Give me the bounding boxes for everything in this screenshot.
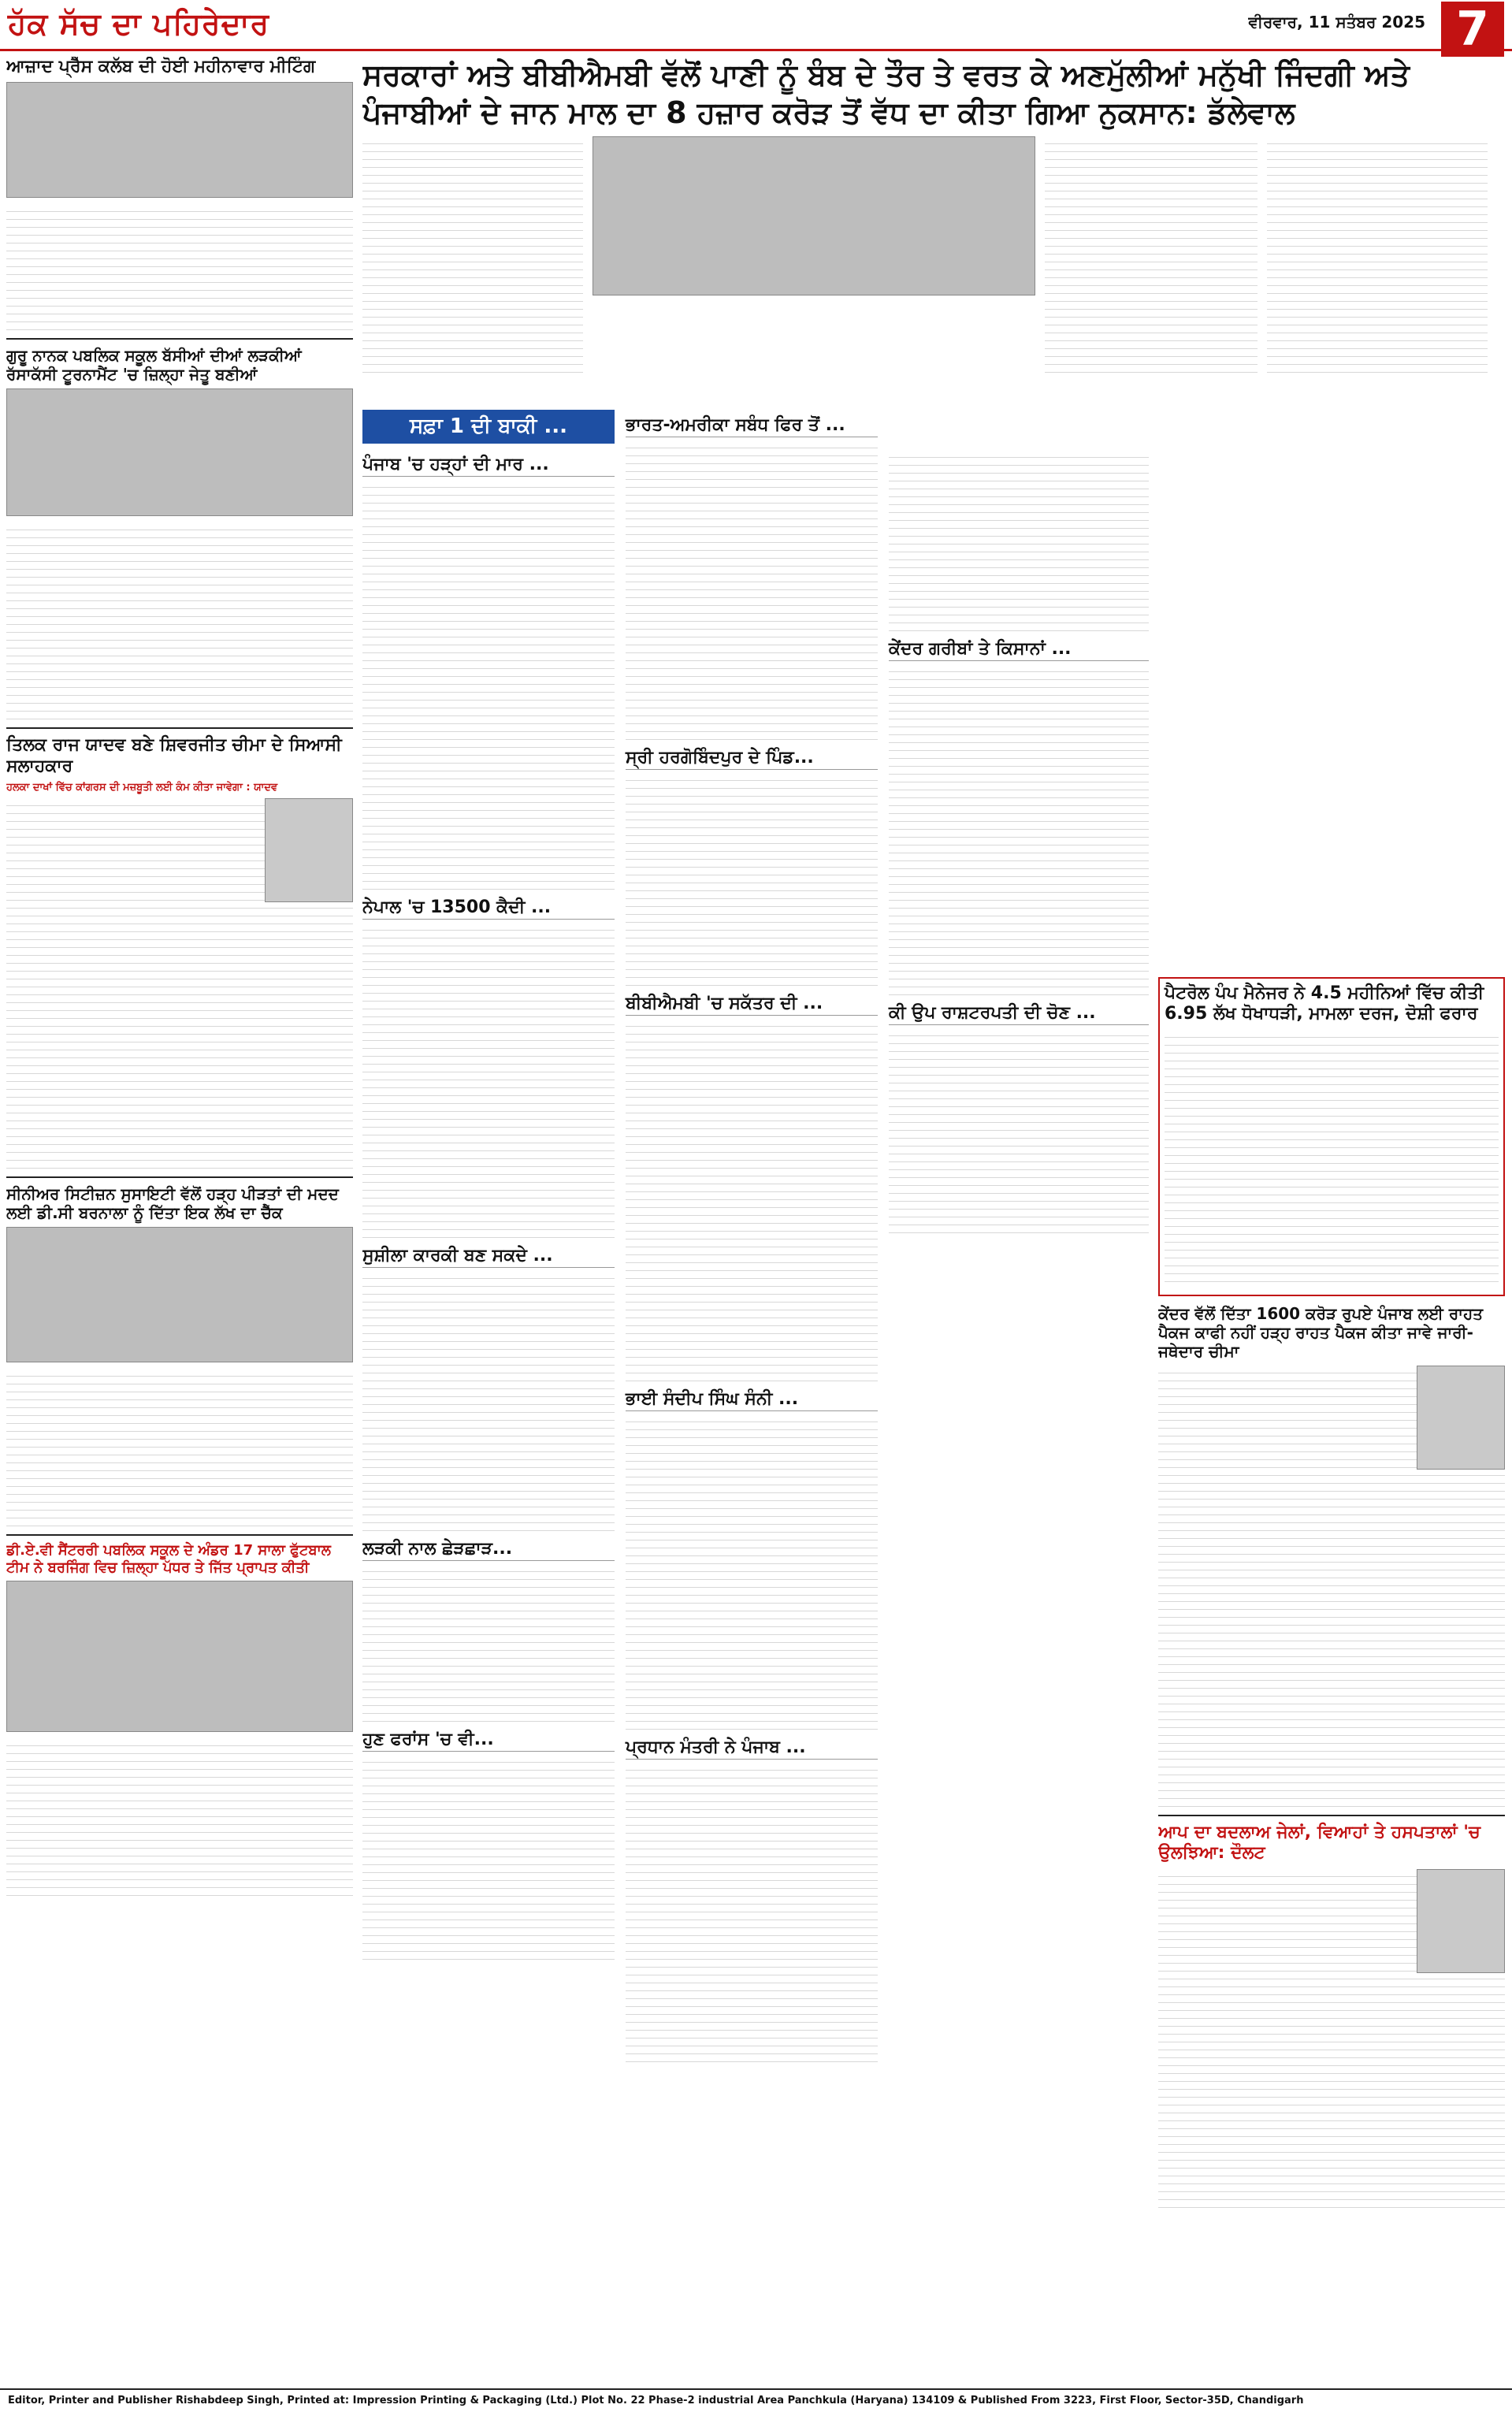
newspaper-logo: ਹੱਕ ਸੱਚ ਦਾ ਪਹਿਰੇਦਾਰ (8, 6, 270, 41)
divider (6, 1534, 353, 1536)
cont-bbmb-body (626, 1019, 878, 1381)
cont-sushila-body (362, 1271, 615, 1531)
cheema-portrait (1417, 1366, 1505, 1470)
masthead (0, 0, 1512, 57)
petrol-pump-body (1165, 1030, 1499, 1282)
tilak-raj-subhead: ਹਲਕਾ ਦਾਖਾਂ ਵਿੱਚ ਕਾਂਗਰਸ ਦੀ ਮਜ਼ਬੂਤੀ ਲਈ ਕੰਮ ਕੀਤਾ ਜਾਵੇਗਾ : ਯਾਦਵ (6, 782, 278, 794)
relief-package-headline: ਕੇਂਦਰ ਵੱਲੋਂ ਦਿੱਤਾ 1600 ਕਰੋੜ ਰੁਪਏ ਪੰਜਾਬ ਲਈ ਰਾਹਤ ਪੈਕਜ ਕਾਫੀ ਨਹੀਂ ਹੜ੍ਹ ਰਾਹਤ ਪੈਕਜ ਕੀਤਾ ਜਾਵੇ ਜਾਰੀ-ਜਥੇਦਾਰ ਚੀਮਾ (1158, 1303, 1484, 1361)
dav-football-headline: ਡੀ.ਏ.ਵੀ ਸੈਂਟਰਰੀ ਪਬਲਿਕ ਸਕੂਲ ਦੇ ਅੰਡਰ 17 ਸਾਲਾ ਫੁੱਟਬਾਲ ਟੀਮ ਨੇ ਬਰਜਿੰਗ ਵਿਚ ਜ਼ਿਲ੍ਹਾ ਪੱਧਰ ਤੇ ਜਿੱਤ ਪ੍ਰਾਪਤ ਕੀਤੀ (6, 1542, 331, 1576)
lead-body-col-2 (1045, 136, 1258, 373)
cont-harassment-body (362, 1564, 615, 1722)
issue-date: ਵੀਰਵਾਰ, 11 ਸਤੰਬਰ 2025 (1248, 13, 1425, 32)
cont-hargobindpur-head: ਸ੍ਰੀ ਹਰਗੋਬਿੰਦਪੁਰ ਦੇ ਪਿੰਡ... (626, 748, 878, 770)
right-column (1158, 977, 1505, 2380)
divider (1158, 1815, 1505, 1816)
petrol-pump-box (1158, 977, 1505, 1296)
lead-story (362, 57, 1505, 403)
cont-vp-head: ਕੀ ਉਪ ਰਾਸ਼ਟਰਪਤੀ ਦੀ ਚੋਣ ... (889, 1003, 1149, 1025)
senior-citizen-body (6, 1369, 353, 1526)
school-team-photo (6, 388, 353, 516)
dav-football-photo (6, 1581, 353, 1732)
cont-harassment-head: ਲੜਕੀ ਨਾਲ ਛੇੜਛਾੜ... (362, 1539, 615, 1561)
senior-citizen-headline: ਸੀਨੀਅਰ ਸਿਟੀਜ਼ਨ ਸੁਸਾਇਟੀ ਵੱਲੋਂ ਹੜ੍ਹ ਪੀੜਤਾਂ ਦੀ ਮਦਦ ਲਈ ਡੀ.ਸੀ ਬਰਨਾਲਾ ਨੂੰ ਦਿੱਤਾ ਇਕ ਲੱਖ ਦਾ ਚੈੱਕ (6, 1184, 339, 1223)
press-club-photo (6, 82, 353, 198)
aap-change-headline: ਆਪ ਦਾ ਬਦਲਾਅ ਜੇਲਾਂ, ਵਿਆਹਾਂ ਤੇ ਹਸਪਤਾਲਾਂ 'ਚ ਉਲਝਿਆ: ਦੌਲਟ (1158, 1822, 1480, 1864)
continuation-section (362, 410, 1158, 2380)
cont-bbmb-head: ਬੀਬੀਐਮਬੀ 'ਚ ਸਕੱਤਰ ਦੀ ... (626, 994, 878, 1016)
tilak-raj-headline: ਤਿਲਕ ਰਾਜ ਯਾਦਵ ਬਣੇ ਸ਼ਿਵਰਜੀਤ ਚੀਮਾ ਦੇ ਸਿਆਸੀ ਸਲਾਹਕਾਰ (6, 735, 342, 776)
divider (6, 727, 353, 729)
divider (6, 1176, 353, 1178)
school-tug-body (6, 522, 353, 719)
cont-sandeep-body (626, 1414, 878, 1730)
continuation-band: ਸਫ਼ਾ 1 ਦੀ ਬਾਕੀ ... (362, 410, 615, 444)
cont-france-head: ਹੁਣ ਫਰਾਂਸ 'ਚ ਵੀ... (362, 1730, 615, 1752)
imprint-footer: Editor, Printer and Publisher Rishabdeep Singh, Printed at: Impression Printing & Packaging (Ltd.) Plot No. 22 Phase-2 industrial Area Panchkula (Haryana) 134109 & Published From 3223, First Floor, Sector-35D, Chandigarh (0, 2388, 1512, 2410)
cont-col3-top (889, 450, 1149, 631)
cont-france-body (362, 1755, 615, 1960)
press-club-headline: ਆਜ਼ਾਦ ਪ੍ਰੈੱਸ ਕਲੱਬ ਦੀ ਹੋਈ ਮਹੀਨਾਵਾਰ ਮੀਟਿੰਗ (6, 57, 316, 76)
cont-nepal-head: ਨੇਪਾਲ 'ਚ 13500 ਕੈਦੀ ... (362, 898, 615, 920)
left-column (6, 57, 353, 2381)
divider (6, 338, 353, 340)
daulat-portrait (1417, 1869, 1505, 1973)
lead-body-col-1 (362, 136, 583, 373)
page-number: 7 (1441, 2, 1504, 57)
cont-hargobindpur-body (626, 773, 878, 986)
cont-pm-head: ਪ੍ਰਧਾਨ ਮੰਤਰੀ ਨੇ ਪੰਜਾਬ ... (626, 1737, 878, 1760)
dav-football-body (6, 1738, 353, 1896)
cont-indo-us-head: ਭਾਰਤ-ਅਮਰੀਕਾ ਸਬੰਧ ਫਿਰ ਤੋਂ ... (626, 415, 878, 437)
cont-kendra-body (889, 664, 1149, 995)
school-tug-headline: ਗੁਰੂ ਨਾਨਕ ਪਬਲਿਕ ਸਕੂਲ ਬੱਸੀਆਂ ਦੀਆਂ ਲੜਕੀਆਂ ਰੱਸਾਕੱਸੀ ਟੂਰਨਾਮੈਂਟ 'ਚ ਜ਼ਿਲ੍ਹਾ ਜੇਤੂ ਬਣੀਆਂ (6, 346, 302, 385)
cont-kendra-head: ਕੇਂਦਰ ਗਰੀਬਾਂ ਤੇ ਕਿਸਾਨਾਂ ... (889, 639, 1149, 661)
cont-sushila-head: ਸੁਸ਼ੀਲਾ ਕਾਰਕੀ ਬਣ ਸਕਦੇ ... (362, 1246, 615, 1268)
senior-citizen-photo (6, 1227, 353, 1362)
cont-pm-body (626, 1763, 878, 2062)
petrol-pump-headline: ਪੈਟਰੋਲ ਪੰਪ ਮੈਨੇਜਰ ਨੇ 4.5 ਮਹੀਨਿਆਂ ਵਿੱਚ ਕੀਤੀ 6.95 ਲੱਖ ਧੋਖਾਧੜੀ, ਮਾਮਲਾ ਦਰਜ, ਦੋਸ਼ੀ ਫਰਾਰ (1165, 983, 1484, 1024)
cont-flood-body (362, 480, 615, 890)
lead-body-col-3 (1267, 136, 1488, 373)
press-club-body (6, 204, 353, 330)
cont-vp-body (889, 1028, 1149, 1233)
tilak-raj-portrait (265, 798, 353, 902)
cont-sandeep-head: ਭਾਈ ਸੰਦੀਪ ਸਿੰਘ ਸੰਨੀ ... (626, 1389, 878, 1411)
lead-photo (593, 136, 1035, 295)
cont-indo-us-body (626, 440, 878, 740)
lead-headline: ਸਰਕਾਰਾਂ ਅਤੇ ਬੀਬੀਐਮਬੀ ਵੱਲੋਂ ਪਾਣੀ ਨੂੰ ਬੰਬ ਦੇ ਤੌਰ ਤੇ ਵਰਤ ਕੇ ਅਣਮੁੱਲੀਆਂ ਮਨੁੱਖੀ ਜਿੰਦਗੀ ਅਤੇ ਪੰਜਾਬੀਆਂ ਦੇ ਜਾਨ ਮਾਲ ਦਾ 8 ਹਜ਼ਾਰ ਕਰੋੜ ਤੋਂ ਵੱਧ ਦਾ ਕੀਤਾ ਗਿਆ ਨੁਕਸਾਨ: ਡੱਲੇਵਾਲ (362, 58, 1410, 130)
cont-flood-head: ਪੰਜਾਬ 'ਚ ਹੜ੍ਹਾਂ ਦੀ ਮਾਰ ... (362, 455, 615, 477)
cont-nepal-body (362, 923, 615, 1238)
